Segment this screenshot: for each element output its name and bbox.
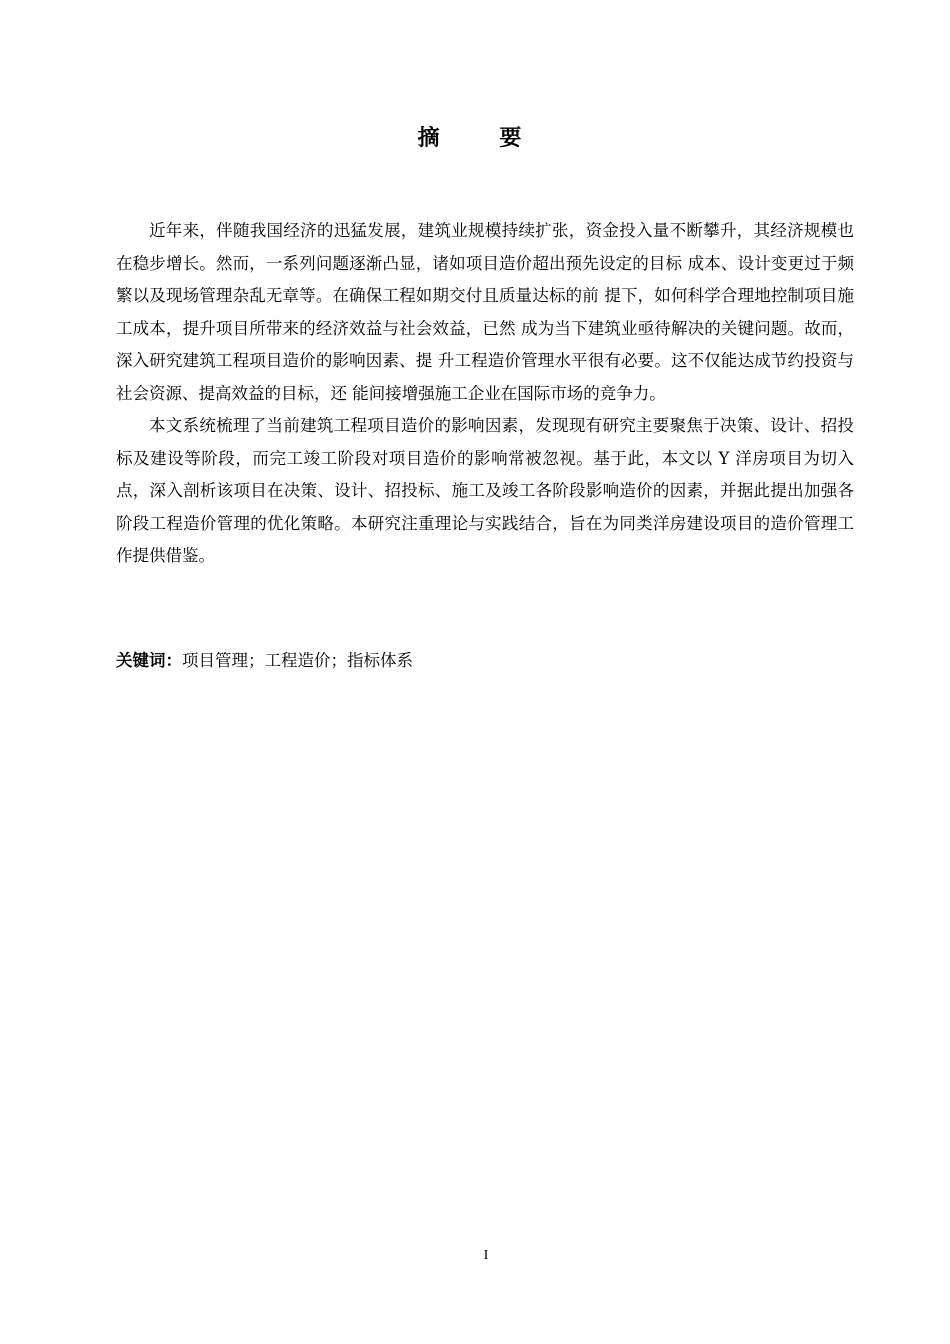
abstract-title: 摘 要 [417,126,548,151]
keywords-value: 项目管理；工程造价；指标体系 [182,651,413,670]
abstract-body [116,215,854,573]
keywords-label: 关键词： [116,651,182,670]
page-number: I [483,1248,489,1263]
abstract-paragraph-2: 本文系统梳理了当前建筑工程项目造价的影响因素，发现现有研究主要聚焦于决策、设计、招投标及建设等阶段，而完工竣工阶段对项目造价的影响常被忽视。基于此，本文以 Y 洋房项目为切入点，深入剖析该项目在决策、设计、招投标、施工及竣工各阶段影响造价的因素，并据此提出加强各阶段工程造价管理的优化策略。本研究注重理论与实践结合，旨在为同类洋房建设项目的造价管理工作提供借鉴。 [116,416,854,565]
keywords-line [116,646,854,676]
abstract-paragraph-1: 近年来，伴随我国经济的迅猛发展，建筑业规模持续扩张，资金投入量不断攀升，其经济规模也在稳步增长。然而，一系列问题逐渐凸显，诸如项目造价超出预先设定的目标 成本、设计变更过于频繁以及现场管理杂乱无章等。在确保工程如期交付且质量达标的前 提下，如何科学合理地控制项目施工成本，提升项目所带来的经济效益与社会效益，已然 成为当下建筑业亟待解决的关键问题。故而，深入研究建筑工程项目造价的影响因素、提 升工程造价管理水平很有必要。这不仅能达成节约投资与社会资源、提高效益的目标，还 能间接增强施工企业在国际市场的竞争力。 [116,221,854,403]
